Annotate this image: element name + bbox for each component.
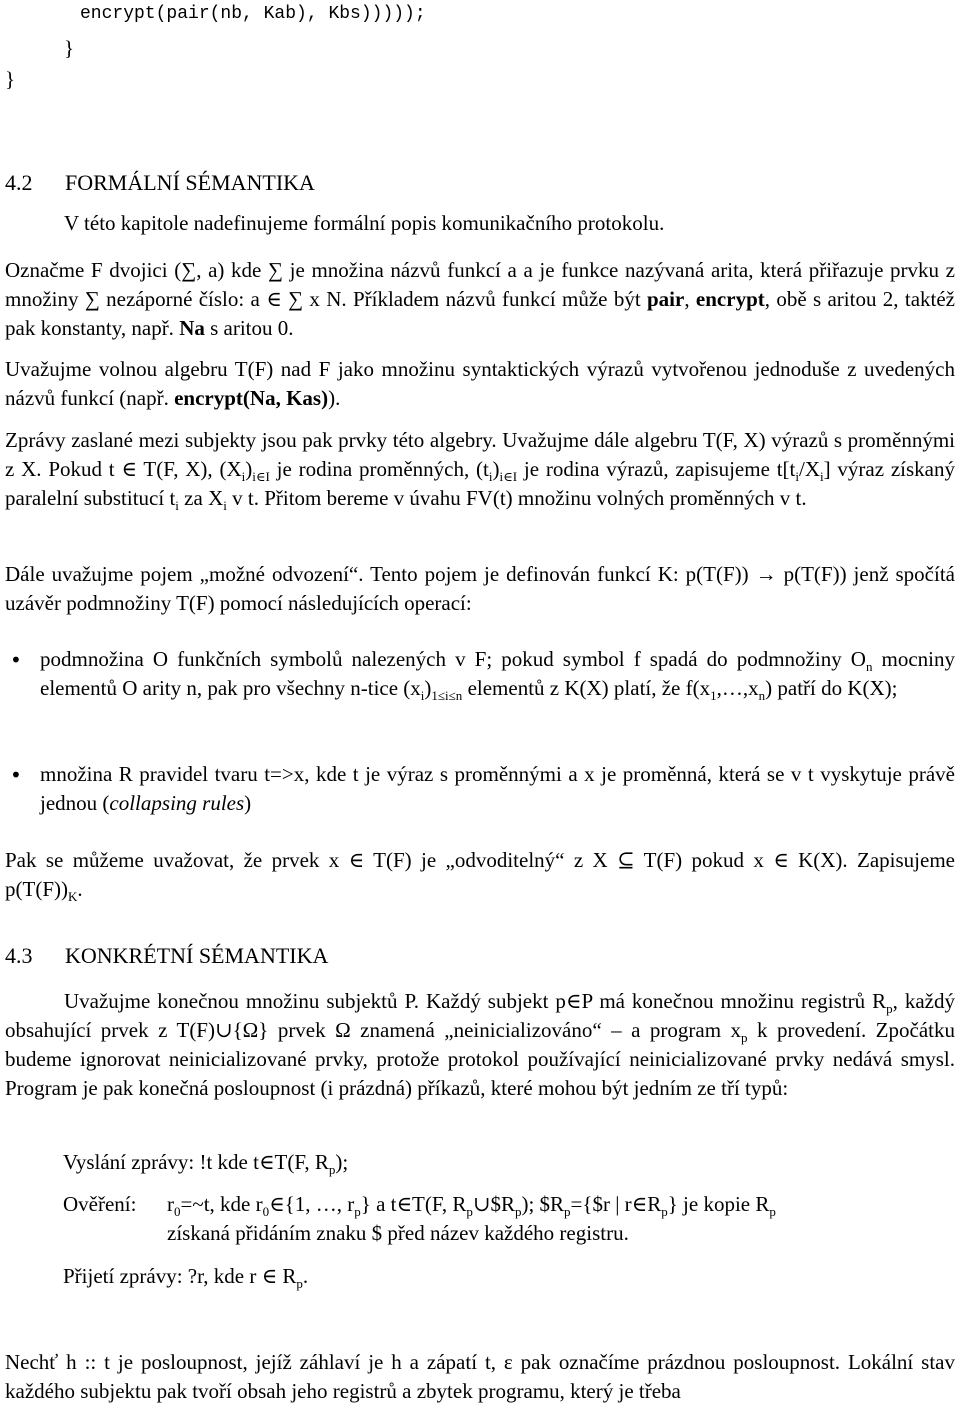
bullet-item-subset: podmnožina O funkčních symbolů nalezených v F; pokud symbol f spadá do podmnožiny $O_n$ mocniny elementů O arity n, pak pro všechny n-tice $(x_i)_{1\le i\le n}$ elementů z K(X) platí, že $f(x_1,\dots,x_n)$ patří do K(X); bbox=[40, 647, 955, 704]
command-send: Vyslání zprávy: !t kde t∈T(F, $R_p$); bbox=[63, 1150, 349, 1178]
code-brace-inner: } bbox=[64, 36, 75, 60]
section-heading-4-3 bbox=[5, 943, 328, 969]
section-number: 4.3 bbox=[5, 943, 33, 968]
paragraph-free-algebra: Uvažujme volnou algebru T(F) nad F jako množinu syntaktických výrazů vytvořenou jednoduše z uvedených názvů funkcí (např. encrypt(Na, Kas)). bbox=[5, 357, 955, 410]
section-title: FORMÁLNÍ SÉMANTIKA bbox=[65, 170, 315, 195]
bullet-marker: • bbox=[10, 763, 22, 787]
paragraph-local-state: Nechť h :: t je posloupnost, jejíž záhlaví je h a zápatí t, ε pak označíme prázdnou posloupnost. Lokální stav každého subjektu pak tvoří obsah jeho registrů a zbytek programu, který je třeba bbox=[5, 1350, 955, 1403]
code-line: encrypt(pair(nb, Kab), Kbs))))); bbox=[80, 4, 426, 24]
paragraph-derivable: Pak se můžeme uvažovat, že prvek x ∈ T(F) je „odvoditelný“ z X ⊆ T(F) pokud x ∈ K(X). Zapisujeme $p(T(F))_K$. bbox=[5, 848, 955, 905]
section-title: KONKRÉTNÍ SÉMANTIKA bbox=[65, 943, 329, 968]
bullet-item-rules: množina R pravidel tvaru t=>x, kde t je výraz s proměnnými a x je proměnná, která se v t vyskytuje právě jednou (collapsing rules) bbox=[40, 762, 955, 815]
section-number: 4.2 bbox=[5, 170, 33, 195]
section-intro: V této kapitole nadefinujeme formální popis komunikačního protokolu. bbox=[64, 211, 665, 235]
bullet-marker: • bbox=[10, 648, 22, 672]
command-verify bbox=[63, 1190, 955, 1248]
verify-label: Ověření: bbox=[63, 1192, 137, 1216]
paragraph-derivation: Dále uvažujme pojem „možné odvození“. Tento pojem je definován funkcí K: p(T(F)) → p(T(F)) jenž spočítá uzávěr podmnožiny T(F) pomocí následujících operací: bbox=[5, 562, 955, 615]
section-heading-4-2 bbox=[5, 170, 315, 196]
verify-body: $r_0=\sim t$, kde $r_0\in\{1$, …, $r_p$} a t∈T(F, $R_p\cup\$R_p$); $\$R_p=\{\$r$ | $r\in R_p$} je kopie $R_p$ získaná přidáním znaku $ před název každého registru. bbox=[167, 1192, 776, 1245]
code-brace-outer: } bbox=[5, 67, 16, 91]
command-receive: Přijetí zprávy: ?r, kde r ∈ $R_p$. bbox=[63, 1264, 309, 1292]
paragraph-concrete-semantics: Uvažujme konečnou množinu subjektů P. Každý subjekt p∈P má konečnou množinu registrů $R_p$, každý obsahující prvek z T(F)∪{Ω} prvek Ω znamená „neinicializováno“ – a program $x_p$ k provedení. Zpočátku budeme ignorovat neinicializované prvky, protože protokol používající neinicializované prvky nedává smysl. Program je pak konečná posloupnost (i prázdná) příkazů, které mohou být jedním ze tří typů: bbox=[5, 989, 955, 1100]
paragraph-alphabet: Označme F dvojici (∑, a) kde ∑ je množina názvů funkcí a a je funkce nazývaná arita, která přiřazuje prvku z množiny ∑ nezáporné číslo: a ∈ ∑ x N. Příkladem názvů funkcí může být pair, encrypt, obě s aritou 2, taktéž pak konstanty, např. Na s aritou 0. bbox=[5, 258, 955, 340]
paragraph-messages: Zprávy zaslané mezi subjekty jsou pak prvky této algebry. Uvažujme dále algebru T(F, X) výrazů s proměnnými z X. Pokud t ∈ T(F, X), $(X_i)_{i\in I}$ je rodina proměnných, $(t_i)_{i\in I}$ je rodina výrazů, zapisujeme $t[t_i/X_i]$ výraz získaný paralelní substitucí $t_i$ za $X_i$ v t. Přitom bereme v úvahu FV(t) množinu volných proměnných v t. bbox=[5, 428, 955, 514]
